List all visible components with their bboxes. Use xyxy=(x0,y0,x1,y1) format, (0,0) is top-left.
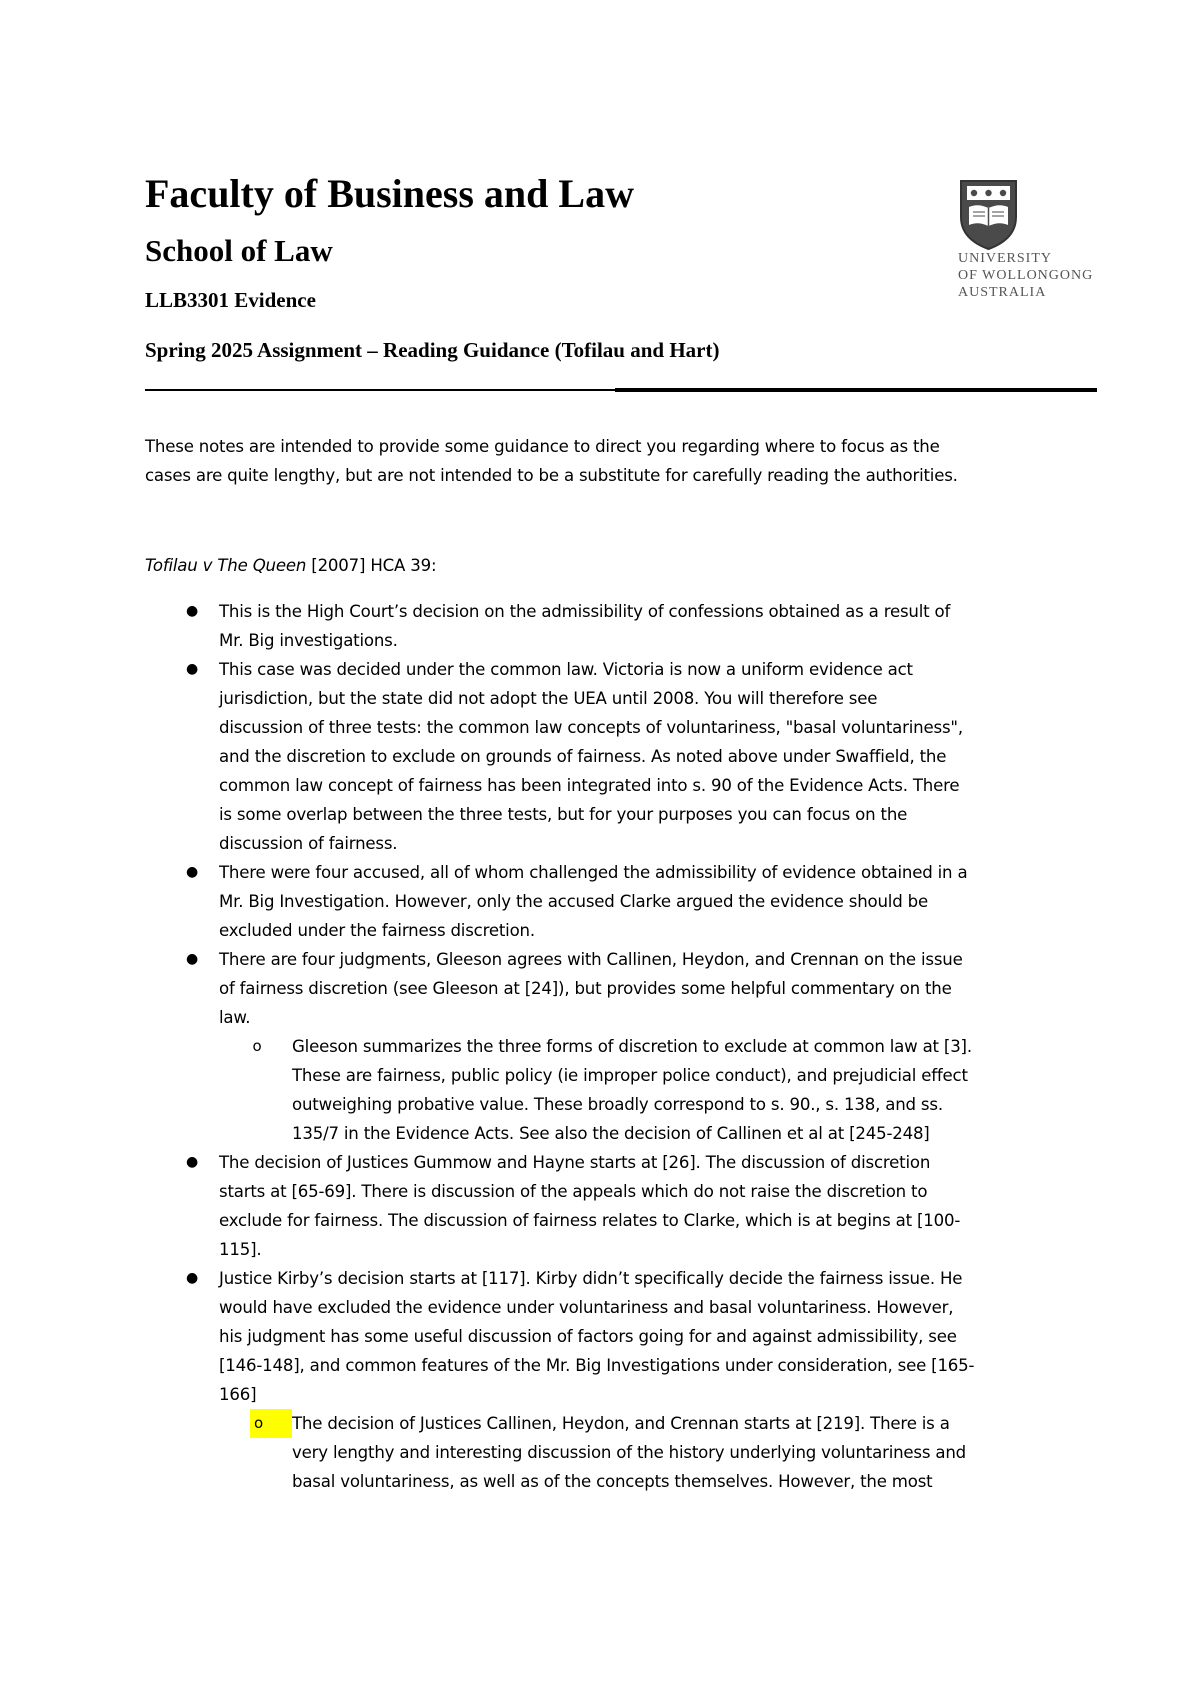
item-line: 166] xyxy=(219,1385,257,1404)
list-item xyxy=(145,945,1105,1032)
item-line: Justice Kirby’s decision starts at [117]. Kirby didn’t specifically decide the fairness issue. He xyxy=(219,1269,963,1288)
case-heading xyxy=(145,556,436,575)
item-line: very lengthy and interesting discussion of the history underlying voluntariness and xyxy=(292,1443,967,1462)
item-line: would have excluded the evidence under voluntariness and basal voluntariness. However, xyxy=(219,1298,954,1317)
item-line: jurisdiction, but the state did not adopt the UEA until 2008. You will therefore see xyxy=(219,689,878,708)
school-title: School of Law xyxy=(145,233,333,268)
sub-list-item xyxy=(145,1032,1105,1148)
item-line: This case was decided under the common law. Victoria is now a uniform evidence act xyxy=(219,660,913,679)
wordmark-line: OF WOLLONGONG xyxy=(958,268,1094,283)
wordmark-line: UNIVERSITY xyxy=(958,251,1052,266)
bullet-icon: ● xyxy=(185,951,199,967)
item-line: The decision of Justices Gummow and Hayne starts at [26]. The discussion of discretion xyxy=(219,1153,931,1172)
list-item xyxy=(145,1148,1105,1264)
item-line: [146-148], and common features of the Mr. Big Investigations under consideration, see [165- xyxy=(219,1356,975,1375)
case-citation: [2007] HCA 39: xyxy=(306,556,437,575)
item-line: There were four accused, all of whom challenged the admissibility of evidence obtained in a xyxy=(219,863,968,882)
list-item xyxy=(145,858,1105,945)
item-line: starts at [65-69]. There is discussion of the appeals which do not raise the discretion to xyxy=(219,1182,928,1201)
item-line: There are four judgments, Gleeson agrees with Callinen, Heydon, and Crennan on the issue xyxy=(219,950,963,969)
item-line: and the discretion to exclude on grounds of fairness. As noted above under Swaffield, the xyxy=(219,747,947,766)
bullet-icon: ● xyxy=(185,1154,199,1170)
bullet-icon: ● xyxy=(185,603,199,619)
item-line: common law concept of fairness has been integrated into s. 90 of the Evidence Acts. There xyxy=(219,776,960,795)
bullet-icon: ● xyxy=(185,864,199,880)
case-name: Tofilau v The Queen xyxy=(145,556,307,575)
item-line: These are fairness, public policy (ie improper police conduct), and prejudicial effect xyxy=(292,1066,968,1085)
bullet-icon: ● xyxy=(185,1270,199,1286)
intro-line: cases are quite lengthy, but are not intended to be a substitute for carefully reading the authorities. xyxy=(145,466,958,485)
item-line: outweighing probative value. These broadly correspond to s. 90., s. 138, and ss. xyxy=(292,1095,943,1114)
item-line: his judgment has some useful discussion of factors going for and against admissibility, see xyxy=(219,1327,957,1346)
item-line: discussion of three tests: the common law concepts of voluntariness, "basal voluntariness", xyxy=(219,718,963,737)
highlighted-sub-bullet-icon: o xyxy=(250,1409,292,1438)
header-divider-thick xyxy=(615,388,1097,392)
item-line: basal voluntariness, as well as of the concepts themselves. However, the most xyxy=(292,1472,933,1491)
item-line: exclude for fairness. The discussion of fairness relates to Clarke, which is at begins at [100- xyxy=(219,1211,961,1230)
item-line: excluded under the fairness discretion. xyxy=(219,921,535,940)
sub-bullet-icon: o xyxy=(252,1037,262,1055)
item-line: 115]. xyxy=(219,1240,262,1259)
list-item xyxy=(145,655,1105,858)
item-line: law. xyxy=(219,1008,251,1027)
wordmark-line: AUSTRALIA xyxy=(958,285,1047,300)
university-wordmark xyxy=(958,250,1093,301)
item-line: 135/7 in the Evidence Acts. See also the decision of Callinen et al at [245-248] xyxy=(292,1124,930,1143)
intro-line: These notes are intended to provide some guidance to direct you regarding where to focus as the xyxy=(145,437,940,456)
item-line: Mr. Big investigations. xyxy=(219,631,398,650)
item-line: Gleeson summarizes the three forms of discretion to exclude at common law at [3]. xyxy=(292,1037,972,1056)
sub-list-item-highlighted xyxy=(145,1409,1105,1496)
list-item xyxy=(145,1264,1105,1409)
faculty-title: Faculty of Business and Law xyxy=(145,171,634,216)
assignment-title: Spring 2025 Assignment – Reading Guidance (Tofilau and Hart) xyxy=(145,338,720,362)
course-title: LLB3301 Evidence xyxy=(145,288,316,312)
intro-paragraph xyxy=(145,432,1105,490)
item-line: of fairness discretion (see Gleeson at [24]), but provides some helpful commentary on the xyxy=(219,979,952,998)
item-line: is some overlap between the three tests, but for your purposes you can focus on the xyxy=(219,805,908,824)
bullet-icon: ● xyxy=(185,661,199,677)
list-item xyxy=(145,597,1105,655)
item-line: The decision of Justices Callinen, Heydon, and Crennan starts at [219]. There is a xyxy=(292,1414,950,1433)
item-line: discussion of fairness. xyxy=(219,834,398,853)
item-line: This is the High Court’s decision on the admissibility of confessions obtained as a result of xyxy=(219,602,951,621)
guidance-list xyxy=(145,597,1105,1496)
item-line: Mr. Big Investigation. However, only the accused Clarke argued the evidence should be xyxy=(219,892,928,911)
